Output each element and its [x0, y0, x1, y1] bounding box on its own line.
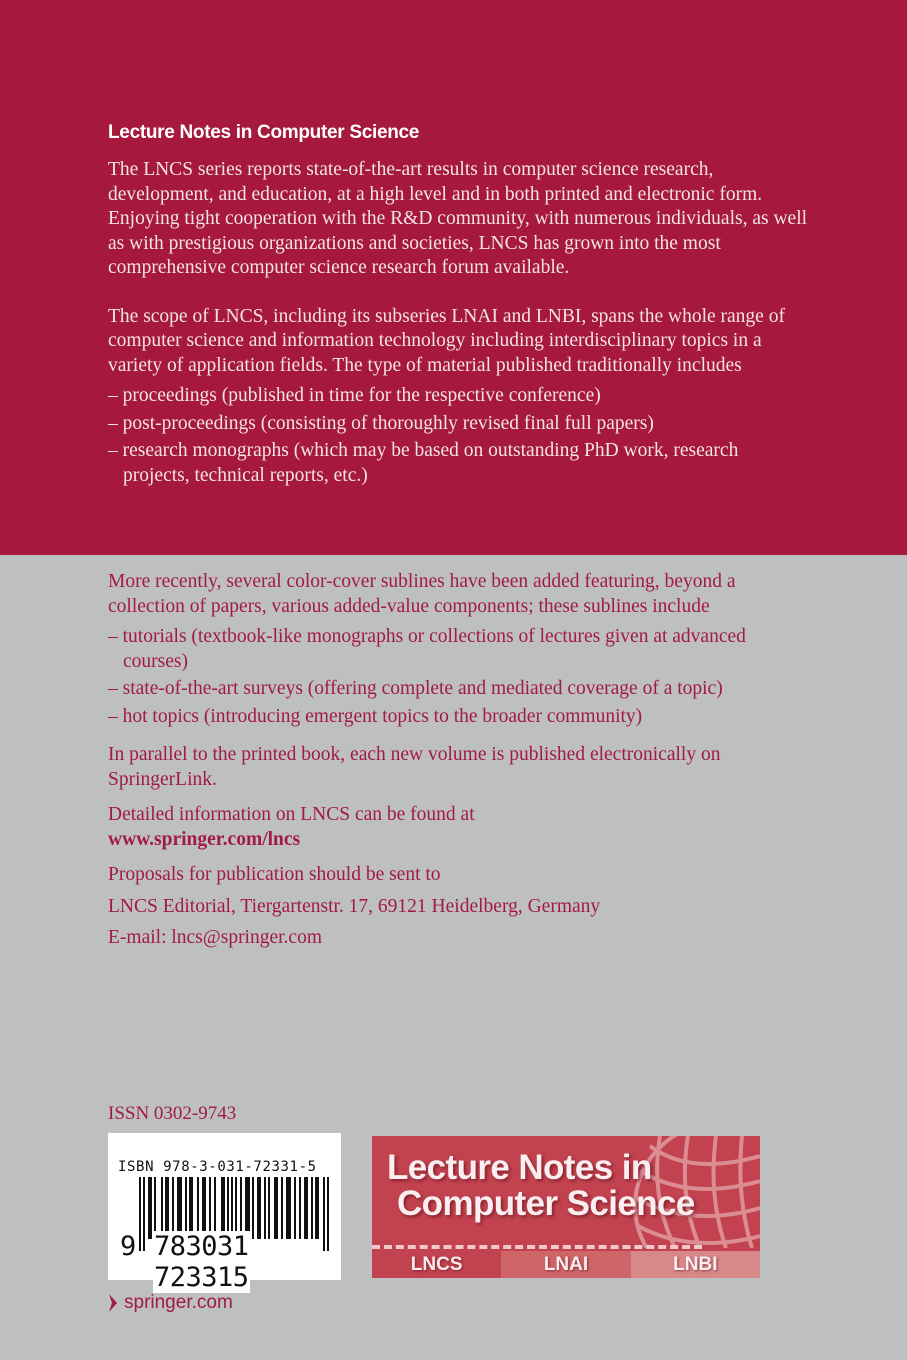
publisher-link-label[interactable]: springer.com	[124, 1292, 233, 1313]
intro-paragraph-2: The scope of LNCS, including its subseries LNAI and LNBI, spans the whole range of computer science and information technology including interdisciplinary topics in a variety of application fields. The type of material published traditionally includes	[108, 305, 785, 376]
intro-section	[108, 158, 808, 491]
logo-title-line1: Lecture Notes in	[387, 1148, 652, 1187]
list-item: – hot topics (introducing emergent topics to the broader community)	[108, 705, 643, 727]
logo-subseries	[372, 1251, 760, 1278]
chevron-right-icon	[108, 1293, 118, 1313]
sublines-section	[108, 570, 808, 951]
list-item: – state-of-the-art surveys (offering complete and mediated coverage of a topic)	[108, 678, 723, 699]
ean-first-digit: 9	[120, 1231, 137, 1262]
cover-top-band	[0, 0, 907, 555]
lncs-logo	[372, 1136, 760, 1278]
details-url-link[interactable]: www.springer.com/lncs	[108, 828, 301, 850]
list-item: – research monographs (which may be based on outstanding PhD work, research projects, technical reports, etc.)	[108, 440, 739, 486]
subseries-lnbi: LNBI	[631, 1251, 760, 1278]
proposals-label: Proposals for publication should be sent to	[108, 864, 441, 885]
list-item: – proceedings (published in time for the respective conference)	[108, 385, 601, 406]
intro-paragraph-1: The LNCS series reports state-of-the-art results in computer science research, development, and education, at a high level and in both printed and electronic form. Enjoying tight cooperation with the R&D community, with numerous individuals, as well as with prestigious organizations and societies, LNCS has grown into the most comprehensive computer science research forum available.	[108, 159, 808, 278]
publication-types-list	[108, 384, 808, 488]
electronic-paragraph: In parallel to the printed book, each new volume is published electronically on SpringerLink.	[108, 744, 721, 790]
barcode	[108, 1133, 341, 1293]
logo-title-line2: Computer Science	[397, 1184, 695, 1223]
logo-title	[387, 1150, 695, 1222]
subseries-lnai: LNAI	[501, 1251, 630, 1278]
sublines-list	[108, 625, 808, 729]
sublines-paragraph: More recently, several color-cover sublines have been added featuring, beyond a collection of papers, various added-value components; these sublines include	[108, 571, 736, 617]
list-item: – tutorials (textbook-like monographs or collections of lectures given at advanced courses)	[108, 626, 746, 672]
list-item: – post-proceedings (consisting of thoroughly revised final full papers)	[108, 412, 654, 434]
ean-remaining-digits: 783031 723315	[154, 1231, 249, 1293]
subseries-lncs: LNCS	[372, 1251, 501, 1278]
issn-label: ISSN 0302-9743	[108, 1103, 237, 1124]
logo-divider	[372, 1245, 702, 1249]
series-title: Lecture Notes in Computer Science	[108, 122, 420, 143]
isbn-label: ISBN 978-3-031-72331-5	[118, 1159, 317, 1175]
contact-email[interactable]: E-mail: lncs@springer.com	[108, 927, 322, 948]
publisher-link[interactable]	[108, 1292, 233, 1314]
editorial-address: LNCS Editorial, Tiergartenstr. 17, 69121 Heidelberg, Germany	[108, 895, 601, 917]
details-label: Detailed information on LNCS can be found at	[108, 804, 475, 825]
